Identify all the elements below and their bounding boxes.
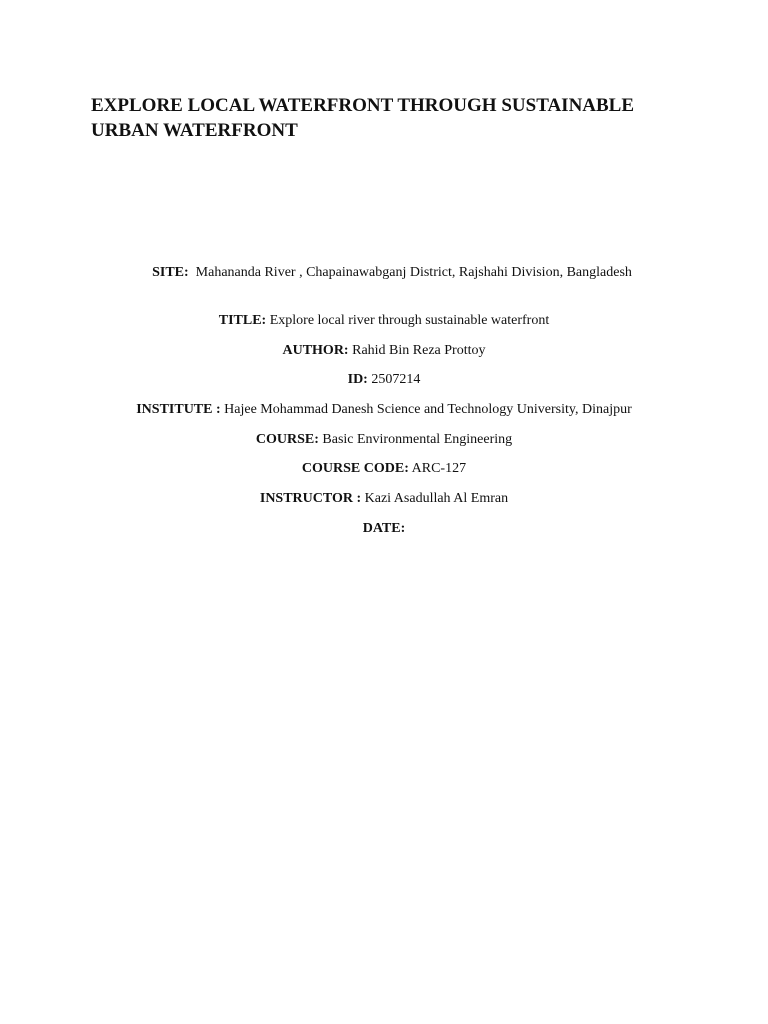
- info-block: [0, 311, 768, 549]
- field-label: TITLE:: [218, 313, 267, 328]
- field-label: COURSE CODE:: [301, 461, 409, 477]
- field-course: [0, 430, 768, 460]
- field-label: AUTHOR:: [282, 342, 349, 358]
- field-value: Explore local river through sustainable waterfront: [269, 313, 550, 328]
- document-title: [91, 93, 691, 143]
- field-institute: [0, 400, 768, 430]
- field-instructor: [0, 489, 768, 519]
- field-value: Basic Environmental Engineering: [322, 431, 513, 447]
- site-line: [0, 263, 768, 283]
- field-value: ARC-127: [411, 461, 467, 477]
- field-value: Rahid Bin Reza Prottoy: [352, 342, 486, 358]
- field-id: [0, 370, 768, 400]
- field-value: Hajee Mohammad Danesh Science and Technology University, Dinajpur: [224, 402, 632, 418]
- field-date: [0, 519, 768, 549]
- field-title: [0, 311, 768, 341]
- site-label: SITE:: [152, 265, 189, 280]
- document-title-line-2: URBAN WATERFRONT: [91, 120, 298, 141]
- document-title-line-1: EXPLORE LOCAL WATERFRONT THROUGH SUSTAINABLE: [91, 95, 635, 116]
- field-author: [0, 341, 768, 371]
- field-label: DATE:: [362, 520, 406, 536]
- field-value: Kazi Asadullah Al Emran: [364, 491, 509, 507]
- field-label: COURSE:: [255, 431, 319, 447]
- field-label: ID:: [347, 372, 368, 388]
- field-label: INSTITUTE :: [136, 402, 221, 418]
- field-label: INSTRUCTOR :: [259, 491, 362, 507]
- site-value: Mahananda River , Chapainawabganj District, Rajshahi Division, Bangladesh: [195, 265, 632, 280]
- field-value: 2507214: [371, 372, 421, 388]
- field-course-code: [0, 459, 768, 489]
